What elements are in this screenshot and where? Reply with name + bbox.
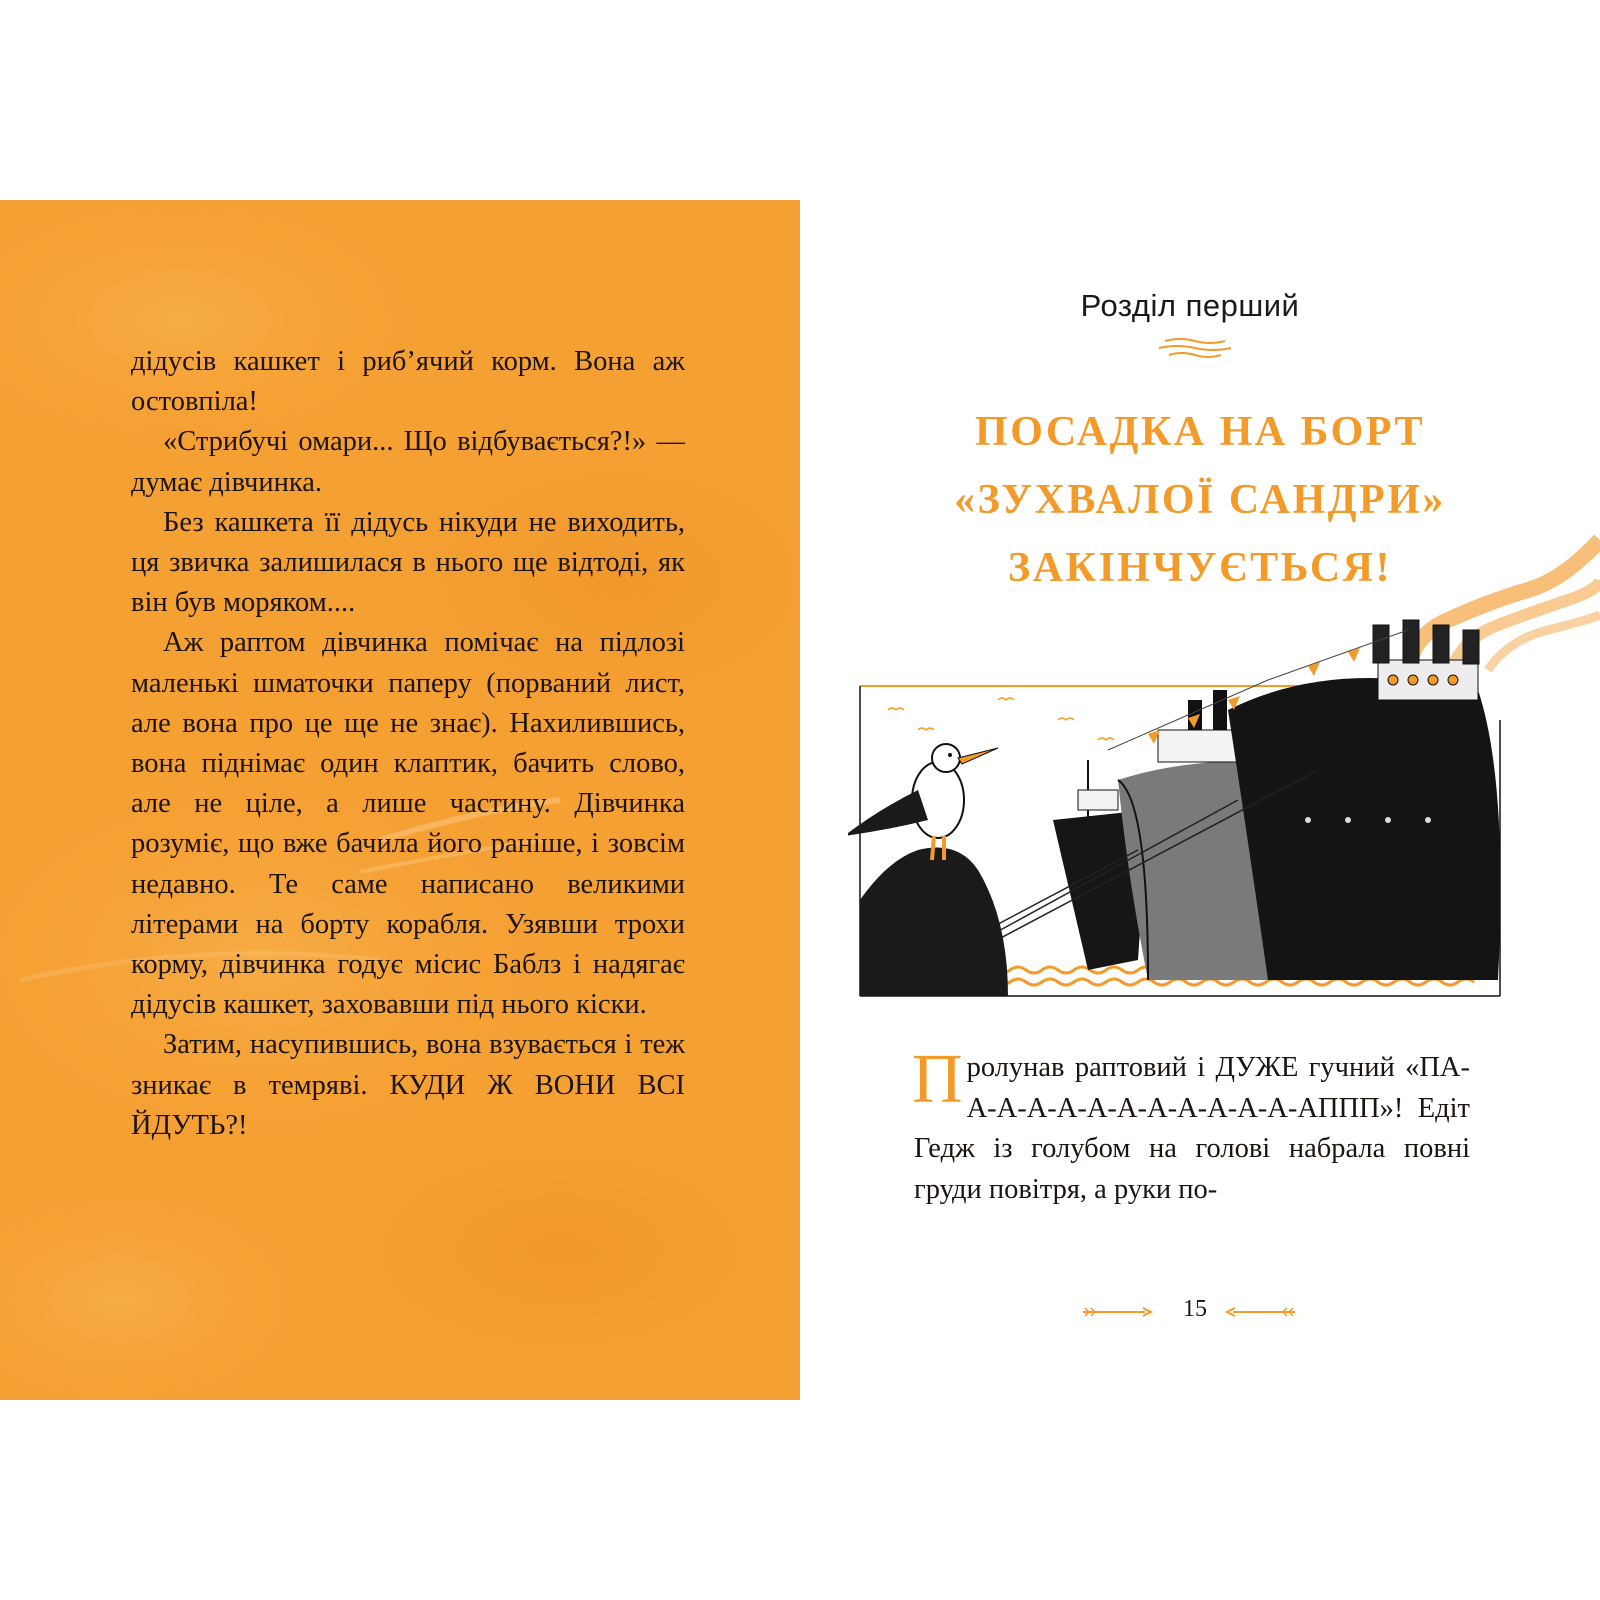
left-paragraph-3: Без кашкета її дідусь нікуди не виходить, ця звичка залишилася в нього ще відтоді, як він був моряком.... — [131, 506, 685, 619]
title-wave-ornament — [1155, 336, 1235, 362]
drop-cap: П — [912, 1041, 963, 1118]
left-page-text — [131, 342, 685, 1146]
chapter-title-line-2: «ЗУХВАЛОЇ САНДРИ» — [954, 477, 1446, 523]
arrow-left-ornament-icon — [1225, 1307, 1295, 1317]
left-paragraph-5: Затим, насупившись, вона взувається і теж зникає в темряві. КУДИ Ж ВОНИ ВСІ ЙДУТЬ?! — [131, 1029, 685, 1141]
opening-paragraph — [912, 1041, 1470, 1210]
page-number: 15 — [1183, 1296, 1207, 1322]
ships-seagull-illustration — [848, 520, 1600, 1010]
chapter-label: Розділ перший — [1080, 288, 1300, 323]
opening-paragraph-text: ролунав раптовий і ДУЖЕ гучний «ПА-А-А-А-А-А-А-А-А-А-А-А-АППП»! Едіт Гедж із голубом на голові набрала повні груди повітря, а руки по- — [914, 1052, 1470, 1205]
right-page-text — [912, 1041, 1470, 1210]
page-footer — [1095, 1296, 1295, 1326]
chapter-title-line-1: ПОСАДКА НА БОРТ — [975, 409, 1425, 455]
left-paragraph-2: «Стрибучі омари... Що відбувається?!» — думає дівчинка. — [131, 426, 685, 498]
left-paragraph-4: Аж раптом дівчинка помічає на підлозі маленькі шматочки паперу (порваний лист, але вона про це ще не знає). Нахилившись, вона піднімає один клаптик, бачить слово, але не ціле, а лише частину. Дівчинка розуміє, що вже бачила його раніше, і зовсім недавно. Те саме написано великими літерами на борту корабля. Узявши трохи корму, дівчинка годує місис Баблз і надягає дідусів кашкет, заховавши під нього кіски. — [131, 627, 685, 1021]
left-page-orange — [0, 200, 800, 1400]
chapter-title-line-3: ЗАКІНЧУЄТЬСЯ! — [1008, 545, 1392, 591]
left-paragraph-1: дідусів кашкет і риб’ячий корм. Вона аж остовпіла! — [131, 346, 685, 418]
